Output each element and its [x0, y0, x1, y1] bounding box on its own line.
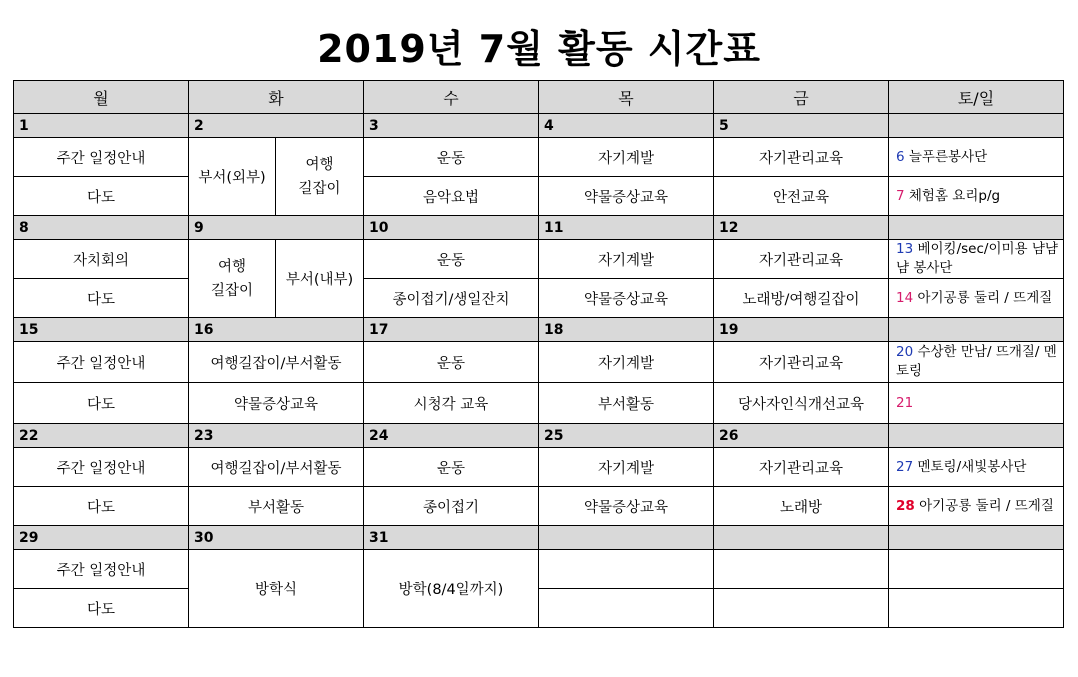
date-row	[14, 526, 1064, 550]
date-cell	[539, 526, 714, 550]
date-cell: 1	[14, 114, 189, 138]
activity-row	[14, 550, 1064, 589]
date-cell	[889, 424, 1064, 448]
date-cell: 3	[364, 114, 539, 138]
activity-row	[14, 342, 1064, 383]
activity-cell: 부서활동	[539, 383, 714, 424]
date-cell: 10	[364, 216, 539, 240]
date-cell: 2	[189, 114, 364, 138]
weekend-activity: 체험홈 요리p/g	[904, 187, 1001, 204]
date-cell	[889, 526, 1064, 550]
date-cell: 8	[14, 216, 189, 240]
empty-cell	[714, 550, 889, 589]
activity-cell: 여행 길잡이	[276, 138, 364, 216]
day-number: 28	[896, 497, 915, 514]
header-tue: 화	[189, 81, 364, 114]
activity-row	[14, 448, 1064, 487]
activity-cell: 운동	[364, 448, 539, 487]
header-fri: 금	[714, 81, 889, 114]
activity-cell: 자기계발	[539, 448, 714, 487]
date-cell: 19	[714, 318, 889, 342]
weekend-activity: 늘푸른봉사단	[904, 148, 988, 165]
header-thu: 목	[539, 81, 714, 114]
date-cell: 30	[189, 526, 364, 550]
date-cell	[889, 114, 1064, 138]
weekend-cell	[889, 138, 1064, 177]
activity-row	[14, 487, 1064, 526]
date-cell	[889, 318, 1064, 342]
weekend-activity: 베이킹/sec/이미용 냠냠냠 봉사단	[896, 241, 1058, 276]
activity-cell: 운동	[364, 342, 539, 383]
activity-cell: 자기계발	[539, 342, 714, 383]
activity-cell: 다도	[14, 177, 189, 216]
activity-cell: 자치회의	[14, 240, 189, 279]
activity-cell: 다도	[14, 279, 189, 318]
date-cell: 16	[189, 318, 364, 342]
weekend-cell	[889, 448, 1064, 487]
activity-row	[14, 138, 1064, 177]
date-cell: 15	[14, 318, 189, 342]
header-mon: 월	[14, 81, 189, 114]
date-row	[14, 318, 1064, 342]
activity-row	[14, 240, 1064, 279]
activity-cell: 약물증상교육	[539, 279, 714, 318]
date-row	[14, 114, 1064, 138]
date-cell: 12	[714, 216, 889, 240]
activity-row	[14, 279, 1064, 318]
activity-cell: 시청각 교육	[364, 383, 539, 424]
weekend-cell	[889, 487, 1064, 526]
activity-cell: 여행길잡이/부서활동	[189, 342, 364, 383]
activity-cell: 여행 길잡이	[189, 240, 276, 318]
activity-cell: 여행길잡이/부서활동	[189, 448, 364, 487]
date-cell	[714, 526, 889, 550]
date-cell: 5	[714, 114, 889, 138]
header-sat-sun: 토/일	[889, 81, 1064, 114]
date-cell: 23	[189, 424, 364, 448]
date-cell: 25	[539, 424, 714, 448]
date-cell: 24	[364, 424, 539, 448]
activity-cell: 자기계발	[539, 240, 714, 279]
activity-cell: 음악요법	[364, 177, 539, 216]
date-cell: 17	[364, 318, 539, 342]
activity-cell: 다도	[14, 383, 189, 424]
activity-cell: 주간 일정안내	[14, 138, 189, 177]
weekend-cell	[889, 342, 1064, 383]
empty-cell	[714, 589, 889, 628]
date-cell: 29	[14, 526, 189, 550]
empty-cell	[889, 589, 1064, 628]
date-cell: 22	[14, 424, 189, 448]
weekend-activity: 수상한 만남/ 뜨개질/ 멘토링	[896, 344, 1057, 379]
activity-cell: 약물증상교육	[539, 487, 714, 526]
activity-cell: 당사자인식개선교육	[714, 383, 889, 424]
schedule-table	[13, 80, 1064, 628]
weekend-activity: 멘토링/새빛봉사단	[913, 458, 1027, 475]
activity-row	[14, 589, 1064, 628]
empty-cell	[539, 589, 714, 628]
activity-cell: 종이접기/생일잔치	[364, 279, 539, 318]
weekend-cell	[889, 279, 1064, 318]
date-cell: 31	[364, 526, 539, 550]
date-cell: 4	[539, 114, 714, 138]
activity-cell: 주간 일정안내	[14, 342, 189, 383]
day-number: 21	[896, 394, 914, 411]
activity-cell: 자기계발	[539, 138, 714, 177]
activity-cell: 다도	[14, 589, 189, 628]
activity-cell: 자기관리교육	[714, 342, 889, 383]
activity-cell: 자기관리교육	[714, 138, 889, 177]
date-cell	[889, 216, 1064, 240]
date-row	[14, 216, 1064, 240]
activity-cell: 부서(내부)	[276, 240, 364, 318]
weekend-cell	[889, 240, 1064, 279]
activity-cell: 부서활동	[189, 487, 364, 526]
activity-cell: 약물증상교육	[539, 177, 714, 216]
activity-cell: 노래방/여행길잡이	[714, 279, 889, 318]
activity-row	[14, 177, 1064, 216]
activity-cell: 노래방	[714, 487, 889, 526]
weekend-cell	[889, 383, 1064, 424]
activity-cell: 방학(8/4일까지)	[364, 550, 539, 628]
activity-row	[14, 383, 1064, 424]
activity-cell: 방학식	[189, 550, 364, 628]
weekend-activity: 아기공룡 둘리 / 뜨게질	[914, 497, 1054, 514]
day-number: 7	[896, 187, 905, 204]
activity-cell: 다도	[14, 487, 189, 526]
day-number: 14	[896, 289, 914, 306]
date-cell: 18	[539, 318, 714, 342]
date-cell: 11	[539, 216, 714, 240]
activity-cell: 운동	[364, 240, 539, 279]
date-cell: 26	[714, 424, 889, 448]
activity-cell: 운동	[364, 138, 539, 177]
weekday-header-row	[14, 81, 1064, 114]
date-cell: 9	[189, 216, 364, 240]
day-number: 13	[896, 241, 914, 257]
weekend-activity: 아기공룡 둘리 / 뜨게질	[913, 289, 1053, 306]
activity-cell: 자기관리교육	[714, 448, 889, 487]
weekend-cell	[889, 177, 1064, 216]
day-number: 6	[896, 148, 905, 165]
activity-cell: 종이접기	[364, 487, 539, 526]
empty-cell	[889, 550, 1064, 589]
date-row	[14, 424, 1064, 448]
day-number: 20	[896, 344, 914, 360]
activity-cell: 안전교육	[714, 177, 889, 216]
activity-cell: 약물증상교육	[189, 383, 364, 424]
activity-cell: 주간 일정안내	[14, 448, 189, 487]
day-number: 27	[896, 458, 914, 475]
activity-cell: 자기관리교육	[714, 240, 889, 279]
empty-cell	[539, 550, 714, 589]
activity-cell: 부서(외부)	[189, 138, 276, 216]
header-wed: 수	[364, 81, 539, 114]
page-title: 2019년 7월 활동 시간표	[317, 27, 761, 71]
activity-cell: 주간 일정안내	[14, 550, 189, 589]
